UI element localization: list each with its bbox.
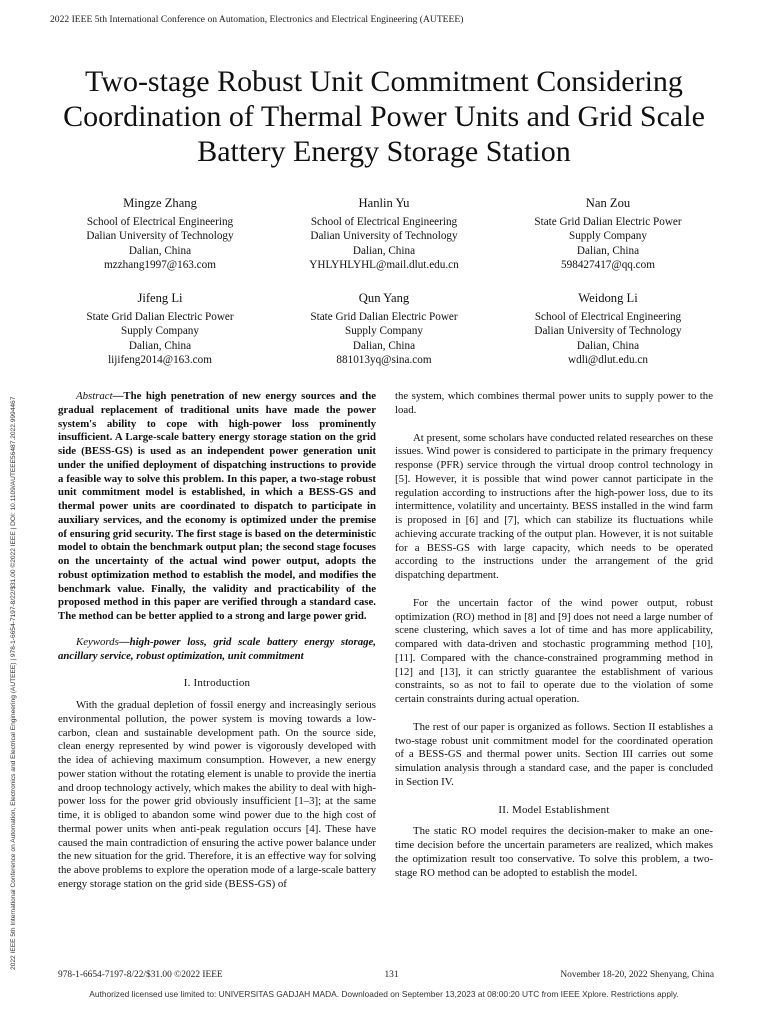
author-block [496,196,720,273]
author-block [272,291,496,368]
author-location: Dalian, China [352,244,416,257]
author-email: lijifeng2014@163.com [108,354,212,367]
body-paragraph: For the uncertain factor of the wind power output, robust optimization (RO) method in [8] and [9] does not need a large number of scene clustering, which saves a lot of time and has more applicability, compared with data-driven and stochastic programming method [10], [11]. Compared with the chance-constrained programming method in [12] and [13], it can strictly guarantee the establishment of various constraints, so as not to fail to operate due to the violation of some certain constraints during actual operation. [395,596,713,705]
author-block [48,196,272,273]
author-location: Dalian, China [128,339,192,352]
author-block [48,291,272,368]
author-name: Qun Yang [358,291,410,305]
intro-paragraph: With the gradual depletion of fossil energy and increasingly serious environmental pollution, the power system is moving towards a low-carbon, clean and sustainable development path. On the source side, clean energy represented by wind power is vigorously developed with the idea of achieving maximum consumption. However, a new energy power station without the rotating element is unable to provide the inertia and droop technology actively, which makes the ability to deal with high-power loss for the power grid obviously insufficient [1–3]; at the same time, it is obliged to abandon some wind power due to the high cost of thermal power units when anti-peak regulation occurs [4]. These have caused the main contradiction of ensuring the active power balance under the new situation for the grid. Therefore, it is an effective way for solving the above problems to explore the operation mode of a large-scale battery energy storage station on the grid side (BESS-GS) of [58,699,376,890]
right-column [395,390,713,880]
keywords: Keywords—high-power loss, grid scale battery energy storage, ancillary service, robust optimization, unit commitment [58,635,376,662]
keywords-text: high-power loss, grid scale battery energy storage, ancillary service, robust optimization, unit commitment [58,635,376,662]
author-block [272,196,496,273]
author-block [496,291,720,368]
author-location: Dalian, China [576,339,640,352]
author-name: Nan Zou [585,196,631,210]
author-affiliation: Dalian University of Technology [86,230,234,243]
body-paragraph: The static RO model requires the decision-maker to make an one-time decision before the uncertain parameters are realized, which makes the optimization result too conservative. To solve this problem, a two-stage RO method can be adopted to establish the model. [395,825,713,879]
abstract-label: Abstract [76,390,113,402]
footer-conference-date: November 18-20, 2022 Shenyang, China [560,970,714,980]
intro-continuation: the system, which combines thermal power units to supply power to the load. [395,390,713,416]
author-name: Weidong Li [578,291,638,305]
author-affiliation: Supply Company [344,325,423,338]
section-heading-introduction: I. Introduction [183,677,251,690]
author-affiliation: School of Electrical Engineering [534,310,682,323]
author-row-1 [48,196,720,273]
body-paragraph: At present, some scholars have conducted related researches on these issues. Wind power is considered to participate in the primary frequency response (PFR) service through the virtual droop control technology in [5]. However, it is possible that wind power cannot participate in the regulation according to instructions after the high-power loss, due to its intermittence, volatility and uncertainty. BESS installed in the wind farm is proposed in [6] and [7], which can stabilize its fluctuations while achieving accurate tracking of the output plan. However, it is not suitable for a BESS-GS with large capacity, which needs to be operated according to the instructions under the arrangement of the grid dispatching department. [395,431,713,581]
author-location: Dalian, China [128,244,192,257]
page-number: 131 [384,970,399,980]
side-doi-text: 2022 IEEE 5th International Conference on Automation, Electronics and Electrical Engineering (AUTEEE) | 978-1-6654-7197-8/22/$31.00 ©2022 IEEE | DOI: 10.1109/AUTEEE56487.2022.9994467 [10,396,17,970]
author-affiliation: State Grid Dalian Electric Power [86,310,234,323]
license-notice: Authorized licensed use limited to: UNIVERSITAS GADJAH MADA. Downloaded on September 13,2023 at 08:00:20 UTC from IEEE Xplore. Restrictions apply. [89,989,679,999]
author-affiliation: Dalian University of Technology [534,325,682,338]
paper-title: Two-stage Robust Unit Commitment Considering Coordination of Thermal Power Units and Grid Scale Battery Energy Storage Station [63,65,705,168]
footer-isbn: 978-1-6654-7197-8/22/$31.00 ©2022 IEEE [58,970,223,980]
author-affiliation: State Grid Dalian Electric Power [310,310,458,323]
body-paragraph: The rest of our paper is organized as follows. Section II establishes a two-stage robust unit commitment model for the coordinated operation of a BESS-GS and thermal power units. Section III carries out some simulation analysis through a standard case, and the paper is concluded in Section IV. [395,720,713,788]
section-heading-model: II. Model Establishment [498,803,610,816]
author-affiliation: Supply Company [120,325,199,338]
author-name: Hanlin Yu [358,196,410,210]
author-affiliation: School of Electrical Engineering [86,215,234,228]
author-email: YHLYHLYHL@mail.dlut.edu.cn [309,259,459,272]
author-name: Jifeng Li [137,291,183,305]
author-affiliation: School of Electrical Engineering [310,215,458,228]
abstract-text: The high penetration of new energy sources and the gradual replacement of traditional units have made the power system's ability to cope with high-power loss prominently insufficient. A Large-scale battery energy storage station on the grid side (BESS-GS) is used as an independent power generation unit under the unified deployment of dispatching instructions to provide a feasible way to solve this problem. In this paper, a two-stage robust unit commitment model is established, in which a BESS-GS and thermal power units are coordinated to dispatch to participate in auxiliary services, and the economy is optimized under the premise of ensuring grid security. The first stage is based on the deterministic model to obtain the benchmark output plan; the second stage focuses on the uncertainty of the actual wind power output, adopts the robust optimization method to establish the model, and modifies the benchmark value. Finally, the validity and practicability of the proposed method in this paper are verified through a standard case. The method can be better applied to a strong and large power grid. [58,390,376,622]
conference-header: 2022 IEEE 5th International Conference on Automation, Electronics and Electrical Engineering (AUTEEE) [50,14,464,25]
author-affiliation: State Grid Dalian Electric Power [534,215,682,228]
author-location: Dalian, China [576,244,640,257]
left-column [58,390,376,892]
page-footer [58,970,714,980]
keywords-label: Keywords [76,635,119,648]
author-affiliation: Supply Company [568,230,647,243]
abstract: Abstract—The high penetration of new energy sources and the gradual replacement of traditional units have made the power system's ability to cope with high-power loss prominently insufficient. A Large-scale battery energy storage station on the grid side (BESS-GS) is used as an independent power generation unit under the unified deployment of dispatching instructions to provide a feasible way to solve this problem. In this paper, a two-stage robust unit commitment model is established, in which a BESS-GS and thermal power units are coordinated to dispatch to participate in auxiliary services, and the economy is optimized under the premise of ensuring grid security. The first stage is based on the deterministic model to obtain the benchmark output plan; the second stage focuses on the uncertainty of the actual wind power output, adopts the robust optimization method to establish the model, and modifies the benchmark value. Finally, the validity and practicability of the proposed method in this paper are verified through a standard case. The method can be better applied to a strong and large power grid. [58,390,376,622]
author-name: Mingze Zhang [123,196,197,210]
author-email: mzzhang1997@163.com [104,259,216,272]
author-location: Dalian, China [352,339,416,352]
author-email: 881013yq@sina.com [336,354,432,367]
author-affiliation: Dalian University of Technology [310,230,458,243]
author-email: wdli@dlut.edu.cn [568,354,648,367]
author-row-2 [48,291,720,368]
author-email: 598427417@qq.com [561,259,655,272]
